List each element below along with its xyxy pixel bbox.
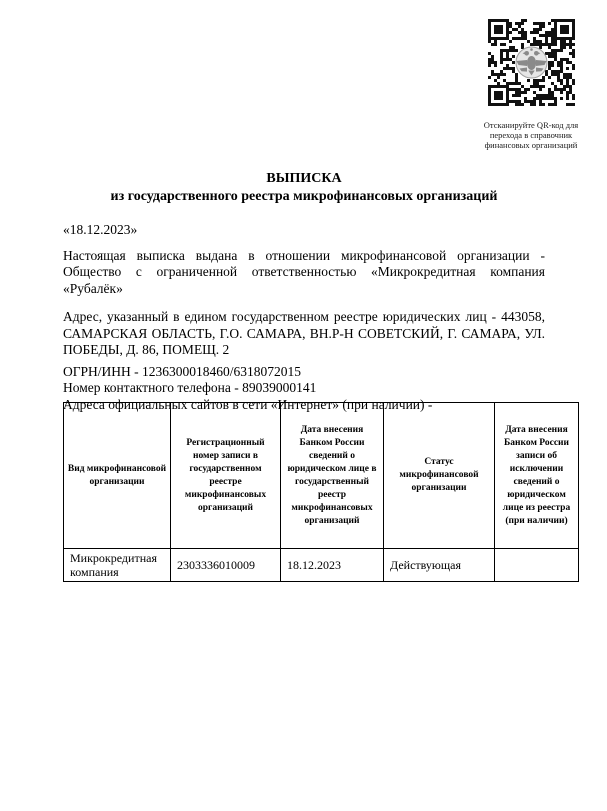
qr-code-icon — [488, 19, 575, 106]
table-header-row — [64, 403, 579, 549]
cell-inclusion-date: 18.12.2023 — [281, 549, 384, 582]
page-title: ВЫПИСКА — [266, 171, 342, 186]
qr-caption-line: финансовых организаций — [484, 140, 578, 150]
table-row — [64, 549, 579, 582]
paragraph-issued-to: Настоящая выписка выдана в отношении микрофинансовой организации - Общество с ограниченной ответственностью «Микрокредитная компания «Рубалёк» — [63, 247, 545, 296]
cell-reg-number: 2303336010009 — [171, 549, 281, 582]
cell-mfo-type: Микрокредитная компания — [64, 549, 171, 582]
extract-date: «18.12.2023» — [63, 222, 138, 237]
qr-caption — [461, 120, 601, 150]
cell-exclusion-date — [495, 549, 579, 582]
paragraph-address: Адрес, указанный в едином государственном реестре юридических лиц - 443058, САМАРСКАЯ ОБЛАСТЬ, Г.О. САМАРА, ВН.Р-Н СОВЕТСКИЙ, Г. САМАРА, УЛ. ПОБЕДЫ, Д. 86, ПОМЕЩ. 2 — [63, 309, 545, 357]
qr-block — [461, 19, 601, 150]
page-subtitle: из государственного реестра микрофинансовых организаций — [110, 189, 498, 204]
websites-line: Адреса официальных сайтов в сети «Интернет» (при наличии) - — [63, 396, 433, 412]
col-header-exclusion-date: Дата внесения Банком России записи об исключении сведений о юридическом лице из реестра (при наличии) — [495, 403, 579, 549]
ogrn-inn-line: ОГРН/ИНН - 1236300018460/6318072015 — [63, 363, 302, 379]
col-header-inclusion-date: Дата внесения Банком России сведений о юридическом лице в государственный реестр микрофинансовых организаций — [281, 403, 384, 549]
col-header-reg-number: Регистрационный номер записи в государственном реестре микрофинансовых организаций — [171, 403, 281, 549]
col-header-mfo-type: Вид микрофинансовой организации — [64, 403, 171, 549]
col-header-status: Статус микрофинансовой организации — [384, 403, 495, 549]
qr-caption-line: Отсканируйте QR-код для — [483, 120, 579, 130]
cell-status: Действующая — [384, 549, 495, 582]
phone-line: Номер контактного телефона - 89039000141 — [63, 380, 317, 395]
document-body — [63, 170, 545, 413]
qr-caption-line: перехода в справочник — [489, 130, 573, 140]
registry-table — [63, 402, 579, 582]
